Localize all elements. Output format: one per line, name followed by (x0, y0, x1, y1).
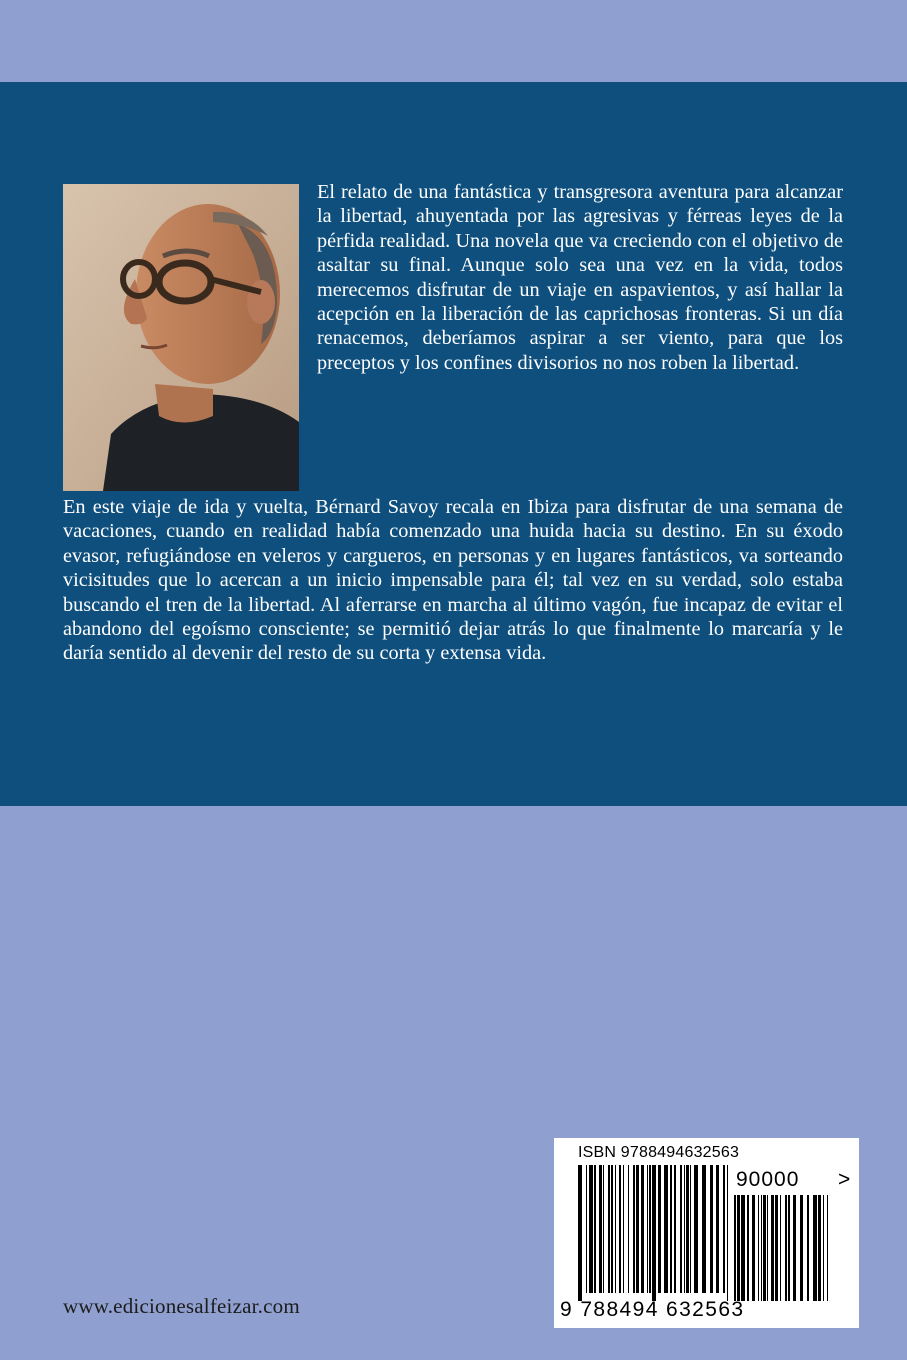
barcode-bar (763, 1195, 766, 1301)
author-portrait-icon (63, 184, 299, 491)
synopsis-paragraph-2: En este viaje de ida y vuelta, Bérnard Savoy recala en Ibiza para disfrutar de una semana de vacaciones, cuando en realidad había comenzado una huida hacia su destino. En su éxodo evasor, refugiándose en veleros y cargueros, en personas y en lugares fantásticos, va sorteando vicisitudes que lo acercan a un inicio impensable para él; tal vez en su verdad, solo estaba buscando el tren de la libertad. Al aferrarse en marcha al último vagón, fue incapaz de evitar el abandono del egoísmo consciente; se permitió dejar atrás lo que finalmente lo marcaría y le daría sentido al devenir del resto de su corta y extensa vida. (63, 496, 843, 665)
barcode-bar (734, 1195, 736, 1301)
barcode-bar (664, 1165, 668, 1293)
barcode-bar (800, 1195, 803, 1301)
barcode-bar (788, 1195, 790, 1301)
barcode-bar (702, 1165, 706, 1293)
barcode-bar (775, 1195, 778, 1301)
barcode-bar (578, 1165, 582, 1301)
synopsis-paragraph-1: El relato de una fantástica y transgresora aventura para alcanzar la libertad, ahuyentada por las agresivas y férreas leyes de la pérfida realidad. Una novela que va creciendo con el objetivo de asaltar su final. Aunque solo sea una vez en la vida, todos merecemos disfrutar de un viaje en aspavientos, y así hallar la acepción en la liberación de las caprichosas fronteras. Si un día renacemos, deberíamos aspirar a ser viento, para que los preceptos y los confines divisorios no nos roben la libertad. (317, 181, 843, 374)
barcode-bar (771, 1195, 774, 1301)
barcode-bar (716, 1165, 719, 1293)
barcode-bar (723, 1165, 725, 1293)
isbn-barcode (554, 1138, 859, 1328)
ean13-barcode-icon (578, 1165, 728, 1301)
barcode-bar (619, 1165, 621, 1293)
barcode-bar (623, 1165, 624, 1293)
barcode-bar (690, 1165, 691, 1293)
barcode-bar (752, 1195, 755, 1301)
barcode-bar (636, 1165, 639, 1293)
barcode-bar (611, 1165, 613, 1293)
price-addon-barcode-icon (734, 1195, 829, 1301)
barcode-bar (658, 1165, 661, 1293)
barcode-bar (710, 1165, 713, 1293)
barcode-bar (785, 1195, 787, 1301)
barcode-bar (589, 1165, 593, 1293)
barcode-bar (674, 1165, 676, 1293)
barcode-bar (686, 1165, 689, 1293)
price-code: 90000 (736, 1168, 800, 1191)
barcode-bar (741, 1195, 745, 1301)
isbn-label: ISBN 9788494632563 (578, 1144, 740, 1161)
isbn-digits: 9 788494 632563 (560, 1298, 745, 1321)
barcode-bar (652, 1165, 656, 1301)
barcode-bar (684, 1165, 685, 1293)
price-arrow: > (838, 1168, 851, 1191)
barcode-bar (818, 1195, 821, 1301)
barcode-bar (633, 1165, 635, 1293)
barcode-bar (813, 1195, 817, 1301)
barcode-bar (594, 1165, 596, 1293)
barcode-bar (599, 1165, 602, 1293)
barcode-bar (615, 1165, 616, 1293)
barcode-bar (747, 1195, 749, 1301)
barcode-bar (823, 1195, 824, 1301)
barcode-bar (608, 1165, 610, 1293)
barcode-bar (647, 1165, 648, 1293)
publisher-website[interactable]: www.edicionesalfeizar.com (63, 1294, 300, 1318)
barcode-bar (680, 1165, 682, 1293)
barcode-bar (761, 1195, 762, 1301)
barcode-bar (649, 1165, 651, 1293)
barcode-bar (727, 1165, 728, 1301)
barcode-bar (670, 1165, 672, 1293)
barcode-bar (603, 1165, 604, 1293)
author-photo (63, 184, 299, 491)
barcode-bar (628, 1165, 629, 1293)
barcode-bar (758, 1195, 759, 1301)
barcode-bar (780, 1195, 781, 1301)
barcode-bar (767, 1195, 768, 1301)
barcode-bar (641, 1165, 644, 1293)
barcode-bar (586, 1165, 587, 1293)
barcode-bar (807, 1195, 809, 1301)
barcode-bar (737, 1195, 740, 1301)
barcode-bar (694, 1165, 698, 1293)
barcode-bar (827, 1195, 828, 1301)
barcode-bar (793, 1195, 796, 1301)
